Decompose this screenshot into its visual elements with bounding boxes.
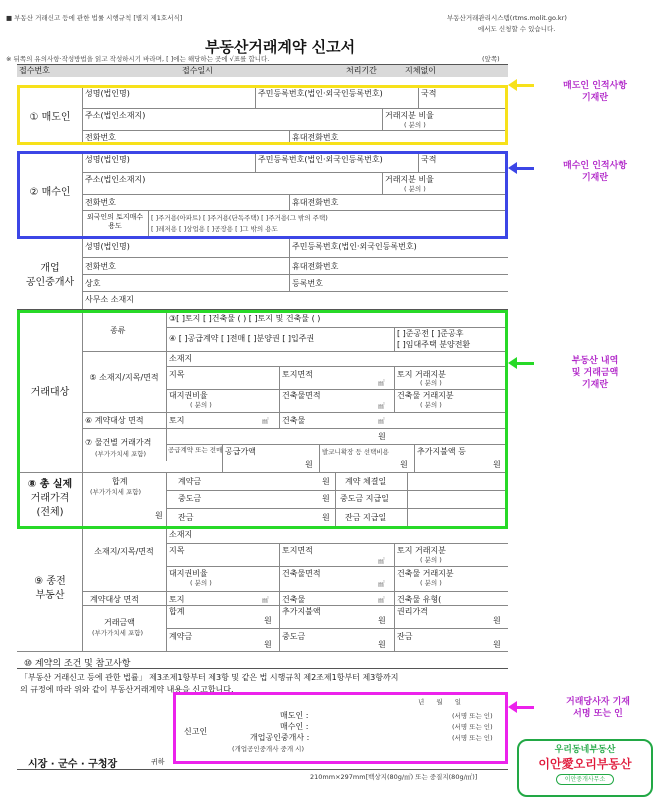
buyer-reg-field[interactable]: 주민등록번호(법인·외국인등록번호): [258, 155, 383, 164]
deposit-won: 원: [322, 477, 330, 486]
logo-line-2: 이안愛오리부동산: [538, 757, 632, 771]
site-ratio-unit: ( 분의 ): [190, 401, 212, 409]
other-label-2: 부동산: [35, 590, 65, 601]
page-title: 부동산거래계약 신고서: [204, 38, 356, 56]
other-site-ratio-field[interactable]: 대지권비율: [169, 569, 208, 578]
bldg-area-field[interactable]: 건축물면적: [282, 391, 321, 400]
location-label: ⑤ 소재지/지목/면적: [89, 373, 159, 382]
bldg-area-unit: ㎡: [378, 402, 385, 410]
agent-label-1: 개업: [40, 263, 60, 274]
total-label-2: 거래가격: [30, 493, 70, 504]
other-deposit-won: 원: [264, 640, 272, 649]
total-sum-won: 원: [155, 511, 163, 520]
deposit-date-field[interactable]: 계약 체결일: [345, 477, 387, 486]
other-contract-area-label: 계약대상 면적: [90, 595, 139, 604]
footer-office-tail: 귀하: [151, 758, 165, 766]
other-middle-field[interactable]: 중도금: [282, 632, 306, 641]
sig-seller-sign[interactable]: (서명 또는 인): [452, 712, 493, 720]
other-contract-bldg-field[interactable]: 건축물: [282, 595, 306, 604]
extra-field[interactable]: 추가지불액 등: [417, 447, 466, 456]
total-label-1: ⑧ 총 실제: [27, 479, 73, 490]
kind-options-3[interactable]: [ ]준공전 [ ]준공후: [397, 329, 464, 338]
land-area-field[interactable]: 토지면적: [282, 370, 313, 379]
contract-area-label: ⑥ 계약대상 면적: [85, 416, 144, 425]
agent-regno-field[interactable]: 등록번호: [292, 279, 323, 288]
buyer-arrow-shaft: [514, 167, 534, 170]
total-sum-label: 합계: [112, 477, 128, 486]
buyer-mobile-field[interactable]: 휴대전화번호: [292, 198, 339, 207]
receipt-no-label: 접수번호: [19, 66, 50, 75]
total-label-3: (전체): [36, 507, 64, 518]
contract-land-field[interactable]: 토지: [169, 416, 185, 425]
buyer-share-unit: ( 분의 ): [404, 185, 426, 193]
other-bldg-type-field[interactable]: 건축물 유형(: [397, 595, 442, 604]
other-bldg-share-unit: ( 분의 ): [420, 579, 442, 587]
seller-name-field[interactable]: 성명(법인명): [85, 89, 130, 98]
foreign-use-options-1[interactable]: [ ]주거용(아파트) [ ]주거용(단독주택) [ ]주거용(그 밖의 주택): [151, 214, 328, 222]
location-field[interactable]: 소재지: [169, 354, 193, 363]
sig-seller-label: 매도인 :: [280, 711, 309, 720]
price-label: ⑦ 물건별 거래가격: [85, 438, 152, 447]
seller-reg-field[interactable]: 주민등록번호(법인·외국인등록번호): [258, 89, 383, 98]
other-bldg-share-field[interactable]: 건축물 거래지분: [397, 569, 454, 578]
buyer-phone-field[interactable]: 전화번호: [85, 198, 116, 207]
sig-agent-label: 개업공인중개사 :: [250, 733, 310, 742]
other-contract-land-field[interactable]: 토지: [169, 595, 185, 604]
other-land-share-field[interactable]: 토지 거래지분: [397, 546, 446, 555]
sig-buyer-sign[interactable]: (서명 또는 인): [452, 723, 493, 731]
seller-share-unit: ( 분의 ): [404, 121, 426, 129]
other-price-label: 거래금액: [104, 618, 135, 627]
balance-won: 원: [322, 513, 330, 522]
other-bldg-area-field[interactable]: 건축물면적: [282, 569, 321, 578]
property-label: 거래대상: [30, 387, 70, 398]
logo-line-3: 이안중개사무소: [556, 774, 614, 785]
seller-arrow-shaft: [514, 84, 534, 87]
other-deposit-field[interactable]: 계약금: [169, 632, 193, 641]
price-won: 원: [378, 432, 386, 441]
other-extra-field[interactable]: 추가지불액: [282, 607, 321, 616]
seller-address-field[interactable]: 주소(법인소재지): [85, 111, 146, 120]
period-value: 지체없이: [405, 66, 436, 75]
buyer-address-field[interactable]: 주소(법인소재지): [85, 175, 146, 184]
foreign-use-label: 외국인의 토지매수용도: [86, 213, 144, 230]
agent-mobile-field[interactable]: 휴대전화번호: [292, 262, 339, 271]
signature-arrow-shaft: [514, 706, 534, 709]
sig-agent-sub: (개업공인중개사 중개 시): [232, 745, 304, 753]
seller-nationality-field[interactable]: 국적: [421, 89, 437, 98]
logo-line-1: 우리동네부동산: [554, 745, 616, 755]
other-site-ratio-unit: ( 분의 ): [190, 579, 212, 587]
land-share-unit: ( 분의 ): [420, 379, 442, 387]
balcony-field[interactable]: 발코니확장 등 선택비용: [322, 448, 389, 456]
statement-line-1: 「부동산 거래신고 등에 관한 법률」 제3조제1항부터 제3항 및 같은 법 시행규칙 제2조제1항부터 제3항까지: [20, 673, 399, 682]
land-area-unit: ㎡: [378, 379, 385, 387]
kind-options-2[interactable]: ④ [ ]공급계약 [ ]전매 [ ]분양권 [ ]입주권: [169, 334, 315, 343]
bldg-share-field[interactable]: 건축물 거래지분: [397, 391, 454, 400]
buyer-annotation: 매수인 인적사항 기재란: [563, 161, 627, 183]
buyer-label: ② 매수인: [29, 187, 71, 198]
buyer-nationality-field[interactable]: 국적: [421, 155, 437, 164]
form-reference: ■ 부동산 거래신고 등에 관한 법률 시행규칙 [별지 제1호서식]: [6, 14, 183, 22]
middle-field[interactable]: 중도금: [178, 494, 202, 503]
logo-badge: [517, 739, 653, 797]
middle-date-field[interactable]: 중도금 지급일: [340, 494, 389, 503]
other-extra-won: 원: [378, 616, 386, 625]
signature-arrow-icon: [508, 701, 517, 713]
seller-share-field[interactable]: 거래지분 비율: [385, 111, 434, 120]
total-sum-sub: (부가가치세 포함): [90, 488, 142, 496]
receipt-date-label: 접수일시: [182, 66, 213, 75]
price-sub-label: (부가가치세 포함): [95, 450, 147, 458]
other-contract-bldg-unit: ㎡: [378, 596, 385, 604]
instructions: ※ 뒤쪽의 유의사항·작성방법을 읽고 작성하시기 바라며, [ ]에는 해당하는 곳에 √표를 합니다.: [6, 55, 270, 63]
supply-label: 공급계약 또는 전매: [168, 446, 223, 454]
conditions-label: ⑩ 계약의 조건 및 참고사항: [24, 659, 131, 669]
property-highlight-box: [17, 310, 508, 529]
other-jimok-field[interactable]: 지목: [169, 546, 185, 555]
signature-date[interactable]: 년 월 일: [418, 698, 461, 706]
kind-options-1[interactable]: ③[ ]토지 [ ]건축물 ( ) [ ]토지 및 건축물 ( ): [169, 314, 321, 323]
agent-reg-field[interactable]: 주민등록번호(법인·외국인등록번호): [292, 242, 417, 251]
bldg-share-unit: ( 분의 ): [420, 401, 442, 409]
system-note: 에서도 신청할 수 있습니다.: [478, 25, 556, 33]
other-sum-won: 원: [264, 616, 272, 625]
agent-label-2: 공인중개사: [25, 277, 75, 288]
footer-paper: 210mm×297mm[백상지(80g/㎡) 또는 중질지(80g/㎡)]: [310, 773, 478, 781]
buyer-arrow-icon: [508, 162, 517, 174]
seller-phone-field[interactable]: 전화번호: [85, 133, 116, 142]
extra-won: 원: [493, 460, 501, 469]
supply-price-field[interactable]: 공급가액: [225, 447, 256, 456]
other-land-area-unit: ㎡: [378, 557, 385, 565]
middle-won: 원: [322, 494, 330, 503]
agent-office-field[interactable]: 사무소 소재지: [85, 295, 134, 304]
other-land-area-field[interactable]: 토지면적: [282, 546, 313, 555]
other-land-share-unit: ( 분의 ): [420, 556, 442, 564]
contract-bldg-field[interactable]: 건축물: [282, 416, 306, 425]
period-label: 처리기간: [346, 66, 377, 75]
other-sum-field[interactable]: 합계: [169, 607, 185, 616]
balance-date-field[interactable]: 잔금 지급일: [345, 513, 387, 522]
other-contract-land-unit: ㎡: [262, 596, 269, 604]
balcony-won: 원: [400, 460, 408, 469]
jimok-field[interactable]: 지목: [169, 370, 185, 379]
other-bldg-area-unit: ㎡: [378, 580, 385, 588]
other-right-price-field[interactable]: 권리가격: [397, 607, 428, 616]
other-price-sub: (부가가치세 포함): [92, 629, 144, 637]
site-ratio-field[interactable]: 대지권비율: [169, 391, 208, 400]
supply-price-won: 원: [305, 460, 313, 469]
property-annotation: 부동산 내역 및 거래금액 기재란: [571, 356, 619, 390]
seller-label: ① 매도인: [29, 112, 71, 123]
sig-agent-sign[interactable]: (서명 또는 인): [452, 734, 493, 742]
other-location-label: 소재지/지목/면적: [94, 547, 154, 556]
reporter-label: 신고인: [184, 727, 208, 736]
land-share-field[interactable]: 토지 거래지분: [397, 370, 446, 379]
seller-arrow-icon: [508, 79, 517, 91]
page-side: (앞쪽): [482, 55, 500, 63]
property-arrow-shaft: [514, 362, 534, 365]
kind-label: 종류: [110, 326, 126, 335]
other-balance-won: 원: [493, 640, 501, 649]
seller-mobile-field[interactable]: 휴대전화번호: [292, 133, 339, 142]
other-label-1: ⑨ 종전: [34, 576, 66, 587]
other-location-field[interactable]: 소재지: [169, 530, 193, 539]
other-middle-won: 원: [378, 640, 386, 649]
seller-annotation: 매도인 인적사항 기재란: [563, 81, 627, 103]
kind-options-4[interactable]: [ ]임대주택 분양전환: [397, 340, 471, 349]
sig-buyer-label: 매수인 :: [280, 722, 309, 731]
deposit-field[interactable]: 계약금: [178, 477, 202, 486]
balance-field[interactable]: 잔금: [178, 513, 194, 522]
contract-bldg-unit: ㎡: [378, 417, 385, 425]
footer-office: 시장 · 군수 · 구청장: [28, 759, 118, 770]
other-balance-field[interactable]: 잔금: [397, 632, 413, 641]
buyer-share-field[interactable]: 거래지분 비율: [385, 175, 434, 184]
system-url: 부동산거래관리시스템(rtms.molit.go.kr): [447, 14, 567, 22]
agent-trade-name-field[interactable]: 상호: [85, 279, 101, 288]
contract-land-unit: ㎡: [262, 417, 269, 425]
seller-highlight-box: [17, 85, 508, 145]
foreign-use-options-2[interactable]: [ ]레저용 [ ]상업용 [ ]공장용 [ ]그 밖의 용도: [151, 225, 278, 233]
buyer-name-field[interactable]: 성명(법인명): [85, 155, 130, 164]
buyer-highlight-box: [17, 151, 508, 239]
agent-name-field[interactable]: 성명(법인명): [85, 242, 130, 251]
agent-phone-field[interactable]: 전화번호: [85, 262, 116, 271]
statement-line-2: 의 규정에 따라 위와 같이 부동산거래계약 내용을 신고합니다.: [20, 685, 234, 694]
property-arrow-icon: [508, 357, 517, 369]
other-right-price-won: 원: [493, 616, 501, 625]
signature-annotation: 거래당사자 기재 서명 또는 인: [566, 697, 630, 719]
